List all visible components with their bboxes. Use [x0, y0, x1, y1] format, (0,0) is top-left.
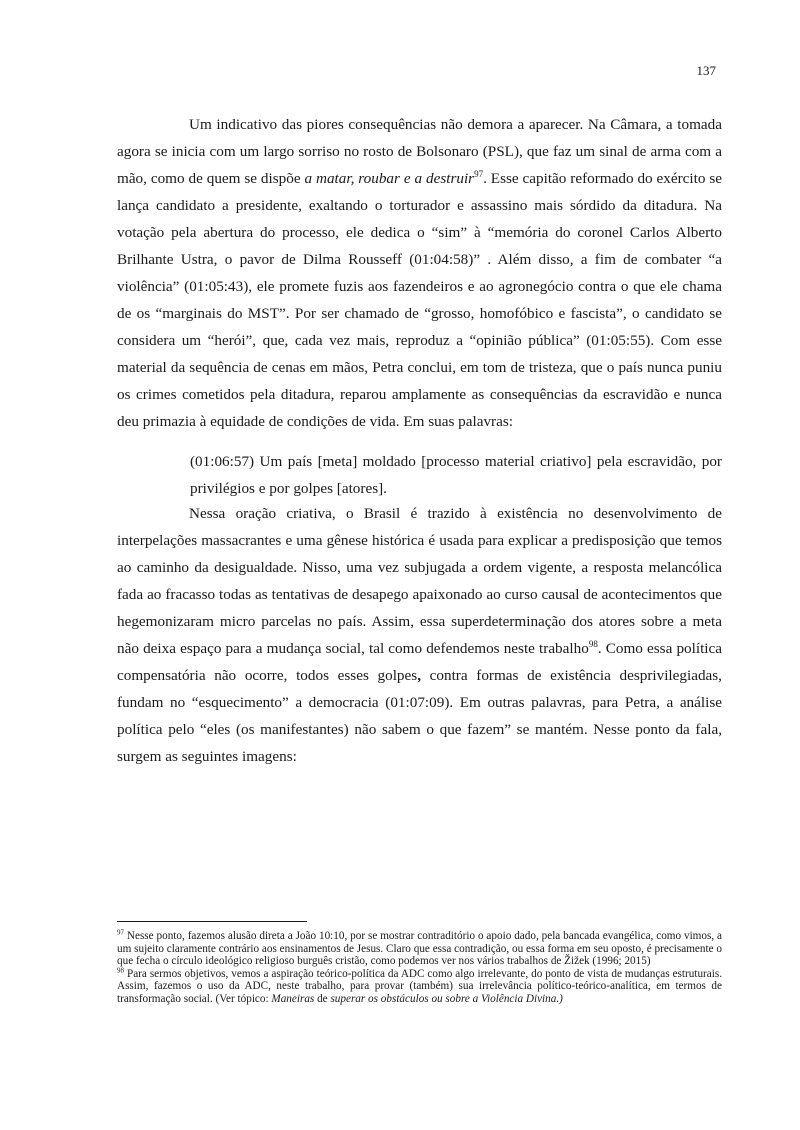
paragraph-text: Nessa oração criativa, o Brasil é trazido à existência no desenvolvimento de interpelações massacrantes e uma gênese histórica é usada para explicar a predisposição que temos ao caminho da desigualdade. Nisso, uma vez subjugada a ordem vigente, a resposta melancólica fada ao fracasso todas as tentativas de desapego apaixonado ao curso causal de acontecimentos que hegemonizaram micro parcelas no país. Assim, essa superdeterminação dos atores sobre a meta não deixa espaço para a mudança social, tal como defendemos neste trabalho: [117, 505, 722, 657]
paragraph-text: . Esse capitão reformado do exército se lança candidato a presidente, exaltando o torturador e assassino mais sórdido da ditadura. Na votação pela abertura do processo, ele dedica o “sim” à “memória do coronel Carlos Alberto Brilhante Ustra, o pavor de Dilma Rousseff (01:04:58)” . Além disso, a fim de combater “a violência” (01:05:43), ele promete fuzis aos fazendeiros e ao agronegócio contra o que ele chama de os “marginais do MST”. Por ser chamado de “grosso, homofóbico e fascista”, o candidato se considera um “herói”, que, cada vez mais, reproduz a “opinião pública” (01:05:55). Com esse material da sequência de cenas em mãos, Petra conclui, em tom de tristeza, que o país nunca puniu os crimes cometidos pela ditadura, reparou amplamente as consequências da escravidão e nunca deu primazia à equidade de condições de vida. Em suas palavras:: [117, 170, 723, 430]
footnote-separator: [117, 921, 307, 922]
paragraph-1-block: [117, 111, 722, 502]
footnote-number: 97: [117, 928, 124, 937]
body-paragraph: [117, 111, 722, 435]
paragraph-text: . Como essa política compensatória não ocorre, todos esses golpes: [117, 640, 722, 684]
footnotes: [117, 930, 722, 1005]
block-quote: (01:06:57) Um país [meta] moldado [processo material criativo] pela escravidão, por privilégios e por golpes [atores].: [190, 453, 722, 497]
italic-phrase: a matar, roubar e a destruir: [304, 170, 475, 187]
body-paragraph: [117, 500, 722, 770]
footnote-text: Nesse ponto, fazemos alusão direta a João 10:10, por se mostrar contraditório o apoio dado, pela bancada evangélica, como vimos, a um sujeito claramente contrário aos ensinamentos de Jesus. Claro que essa contradição, ou essa forma em seu oposto, é precisamente o que fecha o círculo ideológico religioso burguês cristão, como podemos ver nos vários trabalhos de Žižek (1996; 2015): [117, 930, 722, 967]
footnote-italic: Maneiras: [271, 992, 315, 1005]
footnote-number: 98: [117, 965, 124, 974]
paragraph-text: Um indicativo das piores consequências não demora a aparecer. Na Câmara, a tomada agora se inicia com um largo sorriso no rosto de Bolsonaro (PSL), que faz um sinal de arma com a mão, como de quem se dispõe: [117, 116, 722, 187]
footnote-ref-97[interactable]: 97: [474, 168, 484, 179]
footnote-text: de: [314, 992, 331, 1005]
footnote-text: Para sermos objetivos, vemos a aspiração teórico-política da ADC como algo irrelevante, do ponto de vista de mudanças estruturais. Assim, fazemos o uso da ADC, neste trabalho, para provar (também) sua irrelevância político-teórico-analítica, em termos de transformação social. (Ver tópico:: [117, 967, 722, 1005]
page-number: 137: [696, 63, 716, 78]
bold-comma: ,: [417, 667, 421, 684]
paragraph-2-block: [117, 500, 722, 770]
footnote-98: [117, 965, 722, 1006]
footnote-italic: superar os obstáculos ou sobre a Violência Divina.): [330, 992, 563, 1005]
footnote-97: [117, 930, 722, 968]
paragraph-text: contra formas de existência desprivilegiadas, fundam no “esquecimento” a democracia (01:07:09). Em outras palavras, para Petra, a análise política pelo “eles (os manifestantes) não sabem o que fazem” se mantém. Nesse ponto da fala, surgem as seguintes imagens:: [117, 667, 722, 765]
footnote-ref-98[interactable]: 98: [588, 638, 598, 649]
